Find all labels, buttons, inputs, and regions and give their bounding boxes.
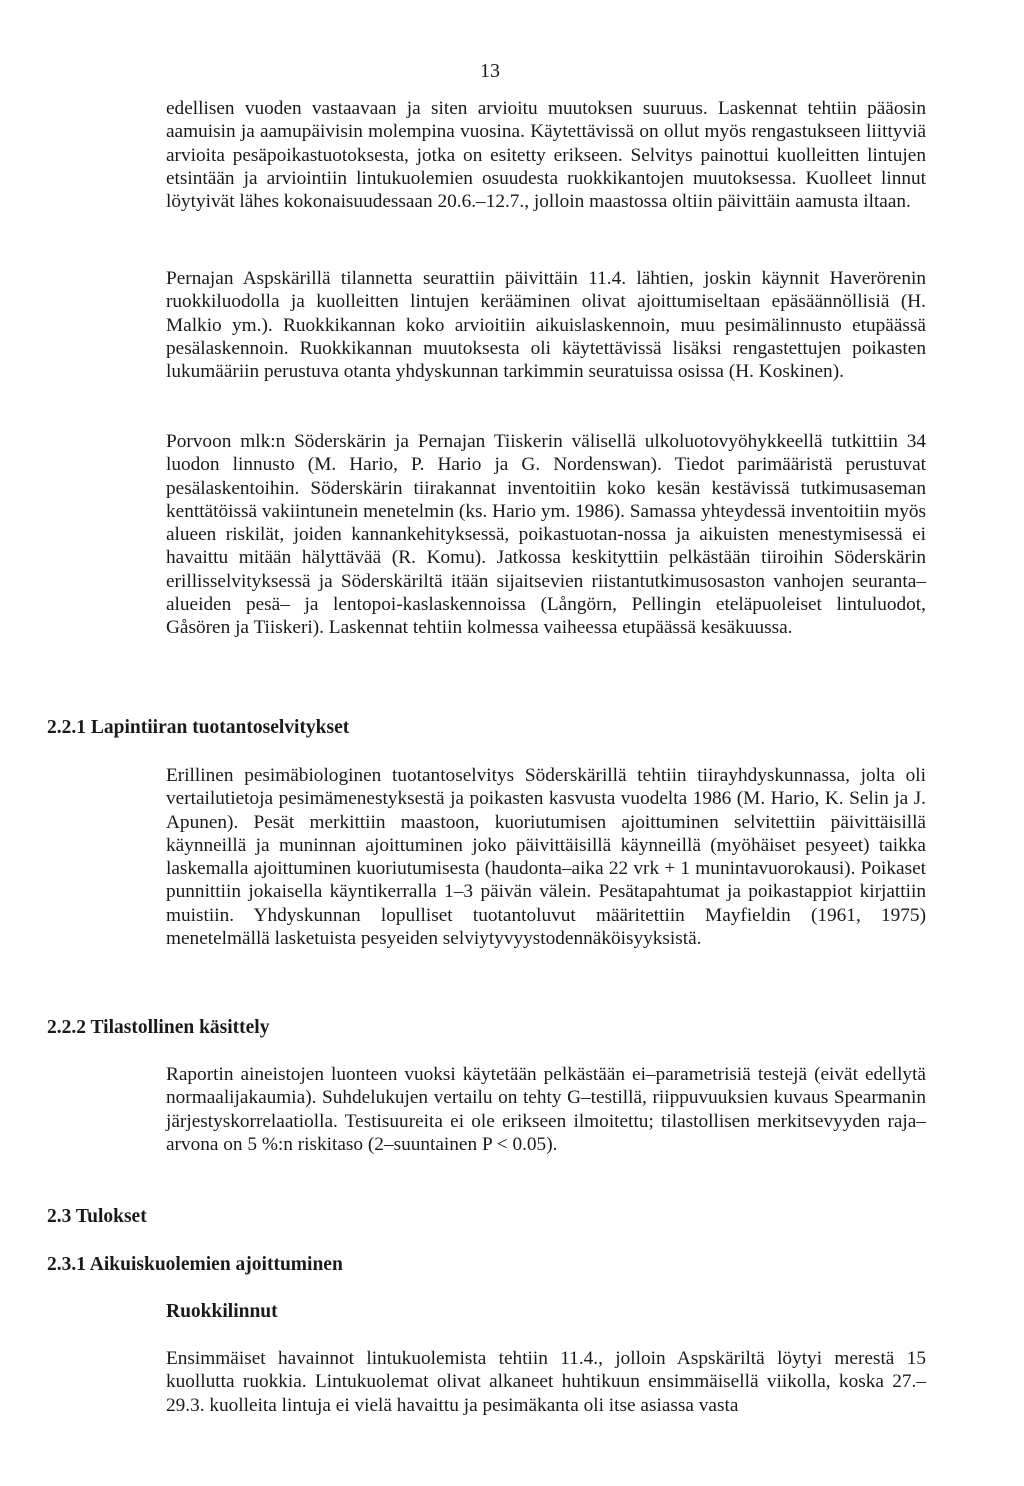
paragraph-porvoo: Porvoon mlk:n Söderskärin ja Pernajan Tiiskerin välisellä ulkoluotovyöhykkeellä tutkittiin 34 luodon linnusto (M. Hario, P. Hario ja G. Nordenswan). Tiedot parimääristä perustuvat pesälaskentoihin. Söderskärin tiirakannat inventoitiin koko kesän kestävissä tutkimusaseman kenttätöissä vakiintunein menetelmin (ks. Hario ym. 1986). Samassa yhteydessä inventoitiin myös alueen riskilät, joiden kannankehityksessä, poikastuotan-nossa ja aikuisten menestymisessä ei havaittu mitään hälyttävää (R. Komu). Jatkossa keskityttiin pelkästään tiiroihin Söderskärin erillisselvityksessä ja Söderskäriltä itään sijaitsevien riistantutkimusosaston vanhojen seuranta–alueiden pesä– ja lentopoi-kaslaskennoissa (Långörn, Pellingin eteläpuoleiset lintuluodot, Gåsören ja Tiiskeri). Laskennat tehtiin kolmessa vaiheessa etupäässä kesäkuussa. [166, 431, 926, 639]
paragraph-aspskar: Pernajan Aspskärillä tilannetta seurattiin päivittäin 11.4. lähtien, joskin käynnit Haverörenin ruokkiluodolla ja kuolleitten lintujen kerääminen olivat ajoittumiseltaan epäsäännöllisiä (H. Malkio ym.). Ruokkikannan koko arvioitiin aikuislaskennoin, muu pesimälinnusto etupäässä pesälaskennoin. Ruokkikannan muutoksesta oli käytettävissä lisäksi rengastettujen poikasten lukumääriin perustuva otanta yhdyskunnan tarkimmin seuratuissa osissa (H. Koskinen). [166, 268, 926, 383]
heading-2-3-1: 2.3.1 Aikuiskuolemien ajoittuminen [47, 1254, 343, 1275]
page-number: 13 [480, 60, 500, 82]
paragraph-first-observations: Ensimmäiset havainnot lintukuolemista tehtiin 11.4., jolloin Aspskäriltä löytyi merestä 15 kuollutta ruokkia. Lintukuolemat olivat alkaneet huhtikuun ensimmäisellä viikolla, koska 27.–29.3. kuolleita lintuja ei vielä havaittu ja pesimäkanta oli itse asiassa vasta [166, 1348, 926, 1416]
heading-2-2-2: 2.2.2 Tilastollinen käsittely [47, 1017, 270, 1038]
heading-2-2-1: 2.2.1 Lapintiiran tuotantoselvitykset [47, 717, 350, 738]
paragraph-production-study: Erillinen pesimäbiologinen tuotantoselvitys Söderskärillä tehtiin tiirayhdyskunnassa, jolta oli vertailutietoja pesimämenestyksestä ja poikasten kasvusta vuodelta 1986 (M. Hario, K. Selin ja J. Apunen). Pesät merkittiin maastoon, kuoriutumisen ajoittuminen selvitettiin päivittäisillä käynneillä ja muninnan ajoittuminen joko päivittäisillä käynneillä (myöhäiset pesyeet) taikka laskemalla ajoittuminen kuoriutumisesta (haudonta–aika 22 vrk + 1 munintavuorokausi). Poikaset punnittiin jokaisella käyntikerralla 1–3 päivän välein. Pesätapahtumat ja poikastappiot kirjattiin muistiin. Yhdyskunnan lopulliset tuotantoluvut määritettiin Mayfieldin (1961, 1975) menetelmällä lasketuista pesyeiden selviytyvyystodennäköisyyksistä. [166, 765, 926, 950]
paragraph-statistics: Raportin aineistojen luonteen vuoksi käytetään pelkästään ei–parametrisiä testejä (eivät edellytä normaalijakaumia). Suhdelukujen vertailu on tehty G–testillä, riippuvuuksien kuvaus Spearmanin järjestyskorrelaatiolla. Testisuureita ei ole erikseen ilmoitettu; tilastollisen merkitsevyyden raja–arvona on 5 %:n riskitaso (2–suuntainen P < 0.05). [166, 1064, 926, 1155]
heading-2-3: 2.3 Tulokset [47, 1206, 147, 1227]
paragraph-intro-continuation: edellisen vuoden vastaavaan ja siten arvioitu muutoksen suuruus. Laskennat tehtiin pääosin aamuisin ja aamupäivisin molempina vuosina. Käytettävissä on ollut myös rengastukseen liittyviä arvioita pesäpoikastuotoksesta, jotka on esitetty erikseen. Selvitys painottui kuolleitten lintujen etsintään ja arviointiin lintukuolemien osuudesta ruokkikantojen muutoksessa. Kuolleet linnut löytyivät lähes kokonaisuudessaan 20.6.–12.7., jolloin maastossa oltiin päivittäin aamusta iltaan. [166, 98, 926, 213]
subheading-ruokkilinnut: Ruokkilinnut [166, 1301, 278, 1322]
